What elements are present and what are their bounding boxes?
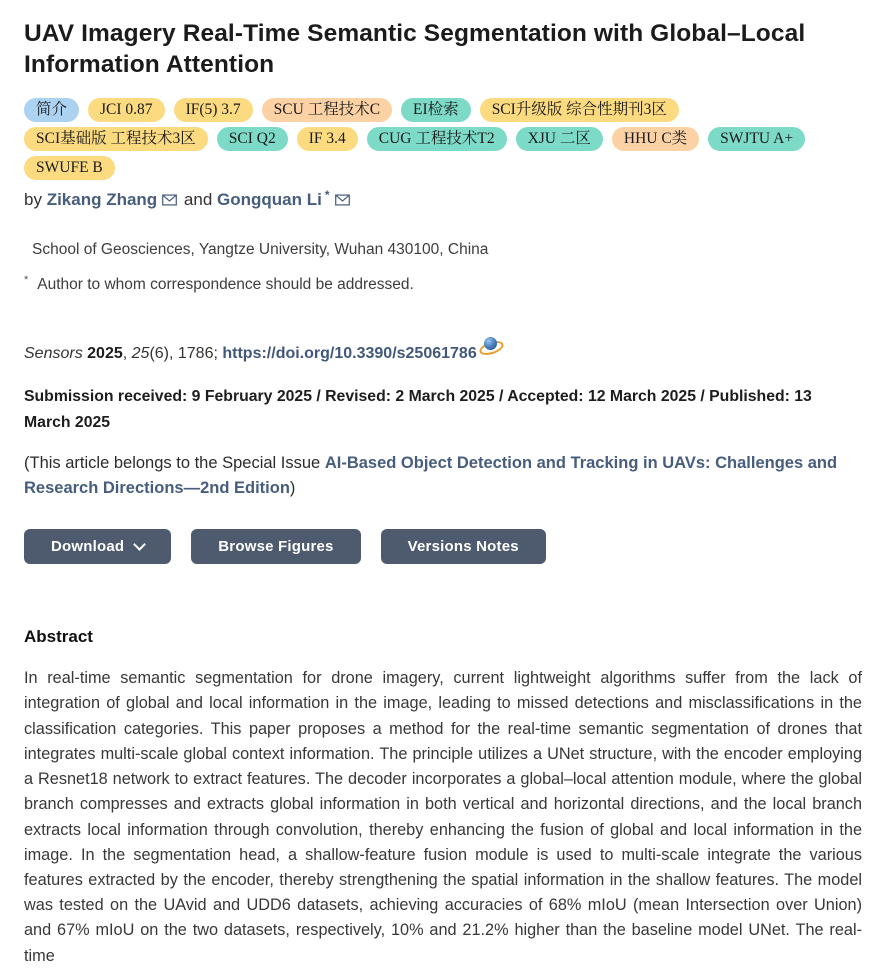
badge-sci-q2: SCI Q2: [217, 127, 288, 151]
email-icon[interactable]: [162, 191, 177, 210]
badge-sci-base: SCI基础版 工程技术3区: [24, 127, 208, 151]
browse-figures-button[interactable]: Browse Figures: [191, 529, 360, 564]
badge-if5: IF(5) 3.7: [174, 98, 253, 122]
badge-scu: SCU 工程技术C: [262, 98, 392, 122]
abstract-heading: Abstract: [24, 627, 93, 647]
special-issue-prefix: (This article belongs to the Special Issue: [24, 453, 325, 472]
abstract-section: [24, 627, 862, 968]
citation-volume: 25: [131, 345, 150, 363]
scilit-orbit-icon[interactable]: [479, 336, 503, 356]
doi-link[interactable]: https://doi.org/10.3390/s25061786: [222, 345, 477, 363]
correspondence-note: [24, 274, 862, 294]
correspondence-marker: *: [24, 274, 29, 287]
citation-year: 2025: [82, 345, 123, 363]
badge-list: [24, 98, 816, 180]
author-link-zikang-zhang[interactable]: Zikang Zhang: [46, 189, 158, 209]
page-title: UAV Imagery Real-Time Semantic Segmentation with Global–Local Information Attention: [24, 20, 806, 79]
versions-notes-button[interactable]: Versions Notes: [381, 529, 546, 564]
badge-if: IF 3.4: [297, 127, 358, 151]
badge-swufe: SWUFE B: [24, 156, 115, 180]
action-buttons: [24, 529, 862, 564]
citation-line: [24, 336, 862, 363]
journal-name: Sensors: [24, 345, 83, 363]
email-icon[interactable]: [335, 191, 350, 210]
badge-xju: XJU 二区: [516, 127, 603, 151]
badge-cug: CUG 工程技术T2: [367, 127, 507, 151]
by-label: by: [24, 189, 47, 209]
author-line: [24, 188, 862, 211]
download-label: Download: [51, 538, 125, 556]
badge-sci-upgrade: SCI升级版 综合性期刊3区: [480, 98, 679, 122]
chevron-down-icon: [133, 538, 146, 551]
and-label: and: [179, 189, 217, 209]
submission-dates: Submission received: 9 February 2025 / Revised: 2 March 2025 / Accepted: 12 March 2025 / Published: 13 March 2025: [24, 388, 812, 431]
citation-sep: ,: [122, 345, 132, 363]
special-issue-link[interactable]: AI-Based Object Detection and Tracking in UAVs: Challenges and Research Directions—2nd Edition: [24, 453, 838, 498]
badge-swjtu: SWJTU A+: [708, 127, 805, 151]
badge-intro: 简介: [24, 98, 79, 122]
download-button[interactable]: [24, 529, 171, 564]
corresponding-author-asterisk: *: [324, 187, 330, 202]
badge-jci: JCI 0.87: [88, 98, 165, 122]
badge-hhu: HHU C类: [612, 127, 699, 151]
citation-issue-pages: (6), 1786;: [149, 345, 223, 363]
author-link-gongquan-li[interactable]: Gongquan Li: [217, 189, 322, 209]
affiliation: School of Geosciences, Yangtze University, Wuhan 430100, China: [32, 240, 489, 258]
correspondence-text: Author to whom correspondence should be addressed.: [37, 276, 414, 294]
special-issue-line: [24, 451, 862, 503]
special-issue-suffix: ): [289, 479, 296, 498]
badge-ei: EI检索: [401, 98, 471, 122]
abstract-text: In real-time semantic segmentation for drone imagery, current lightweight algorithms suffer from the lack of integration of global and local information in the image, leading to missed detections and misclassifications in the classification categories. This paper proposes a method for the real-time semantic segmentation of drones that integrates multi-scale global context information. The principle utilizes a UNet structure, with the encoder employing a Resnet18 network to extract features. The decoder incorporates a global–local attention module, where the global branch compresses and extracts global information in both vertical and horizontal directions, and the local branch extracts local information through convolution, thereby enhancing the fusion of global and local information in the image. In the segmentation head, a shallow-feature fusion module is used to multi-scale integrate the various features extracted by the encoder, thereby strengthening the spatial information in the shallow features. The model was tested on the UAvid and UDD6 datasets, achieving accuracies of 68% mIoU (mean Intersection over Union) and 67% mIoU on the two datasets, respectively, 10% and 21.2% higher than the baseline model UNet. The real-time: [24, 669, 862, 965]
